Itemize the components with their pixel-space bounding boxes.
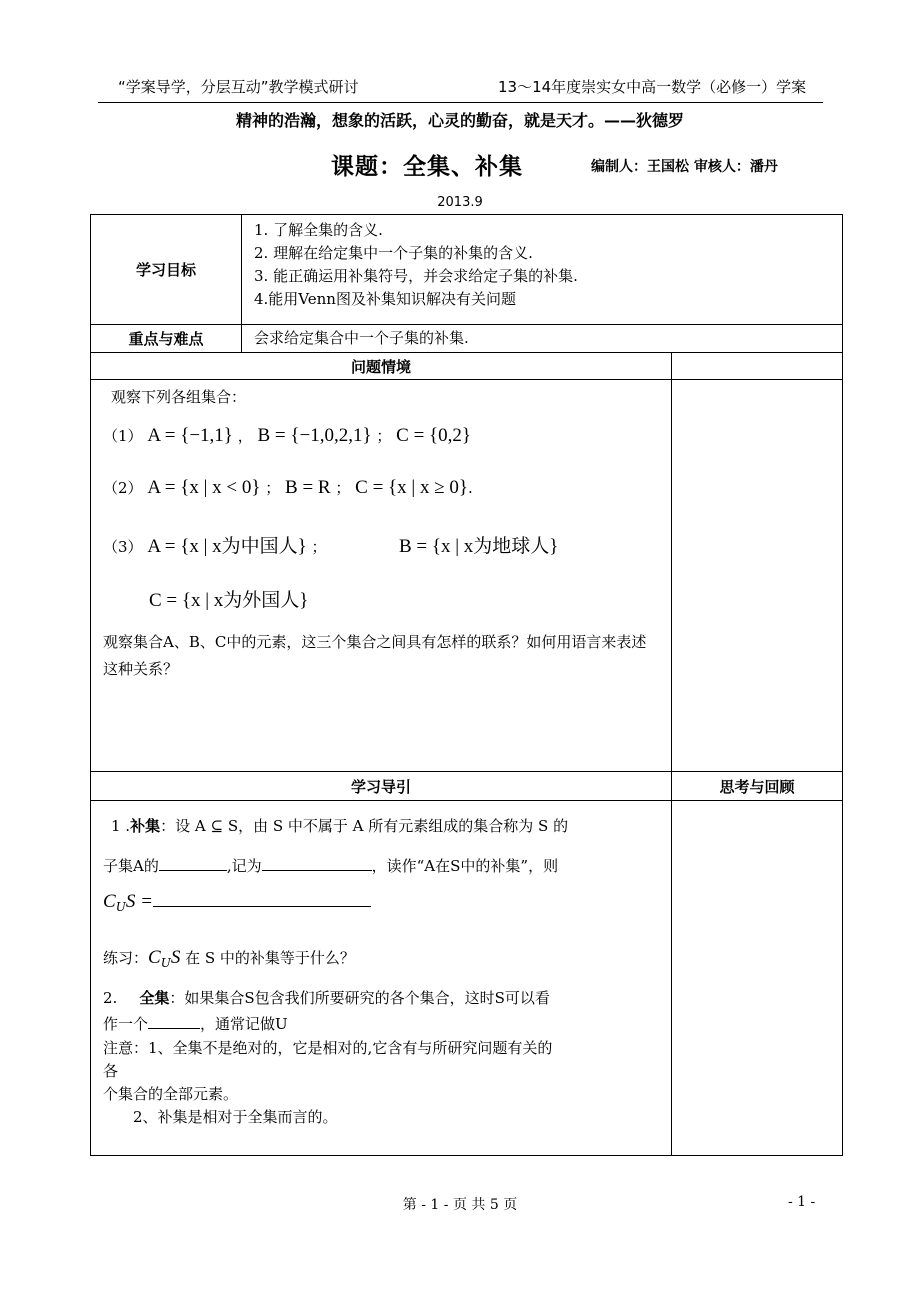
problem-body-row xyxy=(91,380,843,772)
group-1: （1） A = {−1,1} ， B = {−1,0,2,1} ； C = {0,2} xyxy=(103,425,472,446)
problem-side-header xyxy=(672,353,843,380)
complement-formula-line xyxy=(103,891,659,921)
motto: 精神的浩瀚，想象的活跃，心灵的勤奋，就是天才。——狄德罗 xyxy=(235,111,684,130)
problem-header: 问题情境 xyxy=(91,353,672,380)
complement-def-line1 xyxy=(103,815,659,843)
universal-text2b: ，通常记做U xyxy=(200,1015,288,1033)
blank-field[interactable] xyxy=(159,870,227,871)
footer-page-number: - 1 - xyxy=(788,1194,816,1210)
complement-text-b3: ，读作“A在S中的补集”，则 xyxy=(371,857,559,875)
complement-num: 1 . xyxy=(111,817,131,835)
page-title: 课题：全集、补集 xyxy=(331,154,523,180)
problem-question: 观察集合A、B、C中的元素，这三个集合之间具有怎样的联系？如何用语言来表述这种关系？ xyxy=(103,633,647,678)
problem-intro: 观察下列各组集合： xyxy=(111,388,247,406)
note-1c: 个集合的全部元素。 xyxy=(103,1085,239,1103)
universal-def-line1 xyxy=(103,987,659,1013)
problem-side-cell xyxy=(672,380,843,772)
group-2-c: C = {x | x ≥ 0} xyxy=(355,477,469,498)
blank-field[interactable] xyxy=(148,1028,200,1029)
note-1: 注意：1、全集不是绝对的，它是相对的,它含有与所研究问题有关的 xyxy=(103,1039,553,1057)
group-2-b: B = R xyxy=(285,477,331,498)
group-3-a: A = {x | x为中国人} xyxy=(147,536,307,557)
problem-body xyxy=(91,380,672,772)
note-2: 2、补集是相对于全集而言的。 xyxy=(133,1108,338,1126)
universal-text: ：如果集合S包含我们所要研究的各个集合，这时S可以看 xyxy=(169,989,550,1007)
note-1b: 各 xyxy=(103,1062,119,1080)
formula-sub: U xyxy=(115,900,126,914)
complement-text-b2: ,记为 xyxy=(226,857,262,875)
practice-sub: U xyxy=(160,956,171,970)
group-1-a: A = {−1,1} xyxy=(147,425,233,446)
group-1-label: （1） xyxy=(103,427,143,445)
group-2: （2） A = {x | x < 0} ； B = R ； C = {x | x ≥ 0}. xyxy=(103,477,473,498)
keypoints-label: 重点与难点 xyxy=(91,325,242,353)
objectives-label: 学习目标 xyxy=(91,215,242,325)
complement-term: 补集 xyxy=(130,817,161,835)
universal-term: 全集 xyxy=(139,989,170,1007)
objectives-row xyxy=(91,215,843,325)
formula-s: S = xyxy=(125,891,153,912)
universal-num: 2. xyxy=(103,989,118,1007)
formula-c: C xyxy=(103,891,116,912)
universal-def-line2 xyxy=(103,1013,659,1037)
objective-item: 3. 能正确运用补集符号，并会求给定子集的补集. xyxy=(254,267,578,285)
blank-field[interactable] xyxy=(262,870,372,871)
complement-text-b1: 子集A的 xyxy=(103,857,159,875)
group-1-b: B = {−1,0,2,1} xyxy=(257,425,372,446)
header-rule xyxy=(98,102,823,103)
practice-line xyxy=(103,947,659,977)
problem-header-row xyxy=(91,353,843,380)
objective-item: 2. 理解在给定集中一个子集的补集的含义. xyxy=(254,244,533,262)
universal-text2a: 作一个 xyxy=(103,1015,149,1033)
objective-item: 1. 了解全集的含义. xyxy=(254,221,383,239)
guide-side-header: 思考与回顾 xyxy=(672,772,843,801)
complement-def-line2 xyxy=(103,855,659,883)
header-left: “学案导学，分层互动”教学模式研讨 xyxy=(118,78,359,96)
group-3-label: （3） xyxy=(103,538,143,556)
keypoints-text: 会求给定集合中一个子集的补集. xyxy=(242,325,843,353)
group-2-label: （2） xyxy=(103,479,143,497)
group-3-c: C = {x | x为外国人} xyxy=(149,590,309,611)
editors: 编制人：王国松 审核人：潘丹 xyxy=(591,159,778,175)
keypoints-row xyxy=(91,325,843,353)
complement-text-a: ：设 A ⊆ S，由 S 中不属于 A 所有元素组成的集合称为 S 的 xyxy=(160,817,569,835)
header-right: 13～14年度崇实女中高一数学（必修一）学案 xyxy=(498,78,807,96)
worksheet-table xyxy=(90,214,843,1156)
group-2-a: A = {x | x < 0} xyxy=(147,477,261,498)
practice-text: 在 S 中的补集等于什么？ xyxy=(180,949,355,967)
guide-body xyxy=(91,801,672,1156)
footer-page-count: 第 - 1 - 页 共 5 页 xyxy=(402,1197,518,1213)
practice-c: C xyxy=(148,947,161,968)
guide-body-row xyxy=(91,801,843,1156)
group-1-c: C = {0,2} xyxy=(396,425,472,446)
objective-item: 4.能用Venn图及补集知识解决有关问题 xyxy=(254,290,516,308)
objectives-list xyxy=(242,215,843,325)
practice-label: 练习： xyxy=(103,949,149,967)
guide-side-cell xyxy=(672,801,843,1156)
guide-header: 学习导引 xyxy=(91,772,672,801)
group-3-c-line xyxy=(103,585,659,615)
guide-header-row xyxy=(91,772,843,801)
group-3-b: B = {x | x为地球人} xyxy=(399,536,559,557)
date: 2013.9 xyxy=(437,195,483,210)
blank-field[interactable] xyxy=(153,906,371,907)
practice-s: S xyxy=(170,947,181,968)
group-3: （3） A = {x | x为中国人} ； B = {x | x为地球人} xyxy=(103,531,659,561)
